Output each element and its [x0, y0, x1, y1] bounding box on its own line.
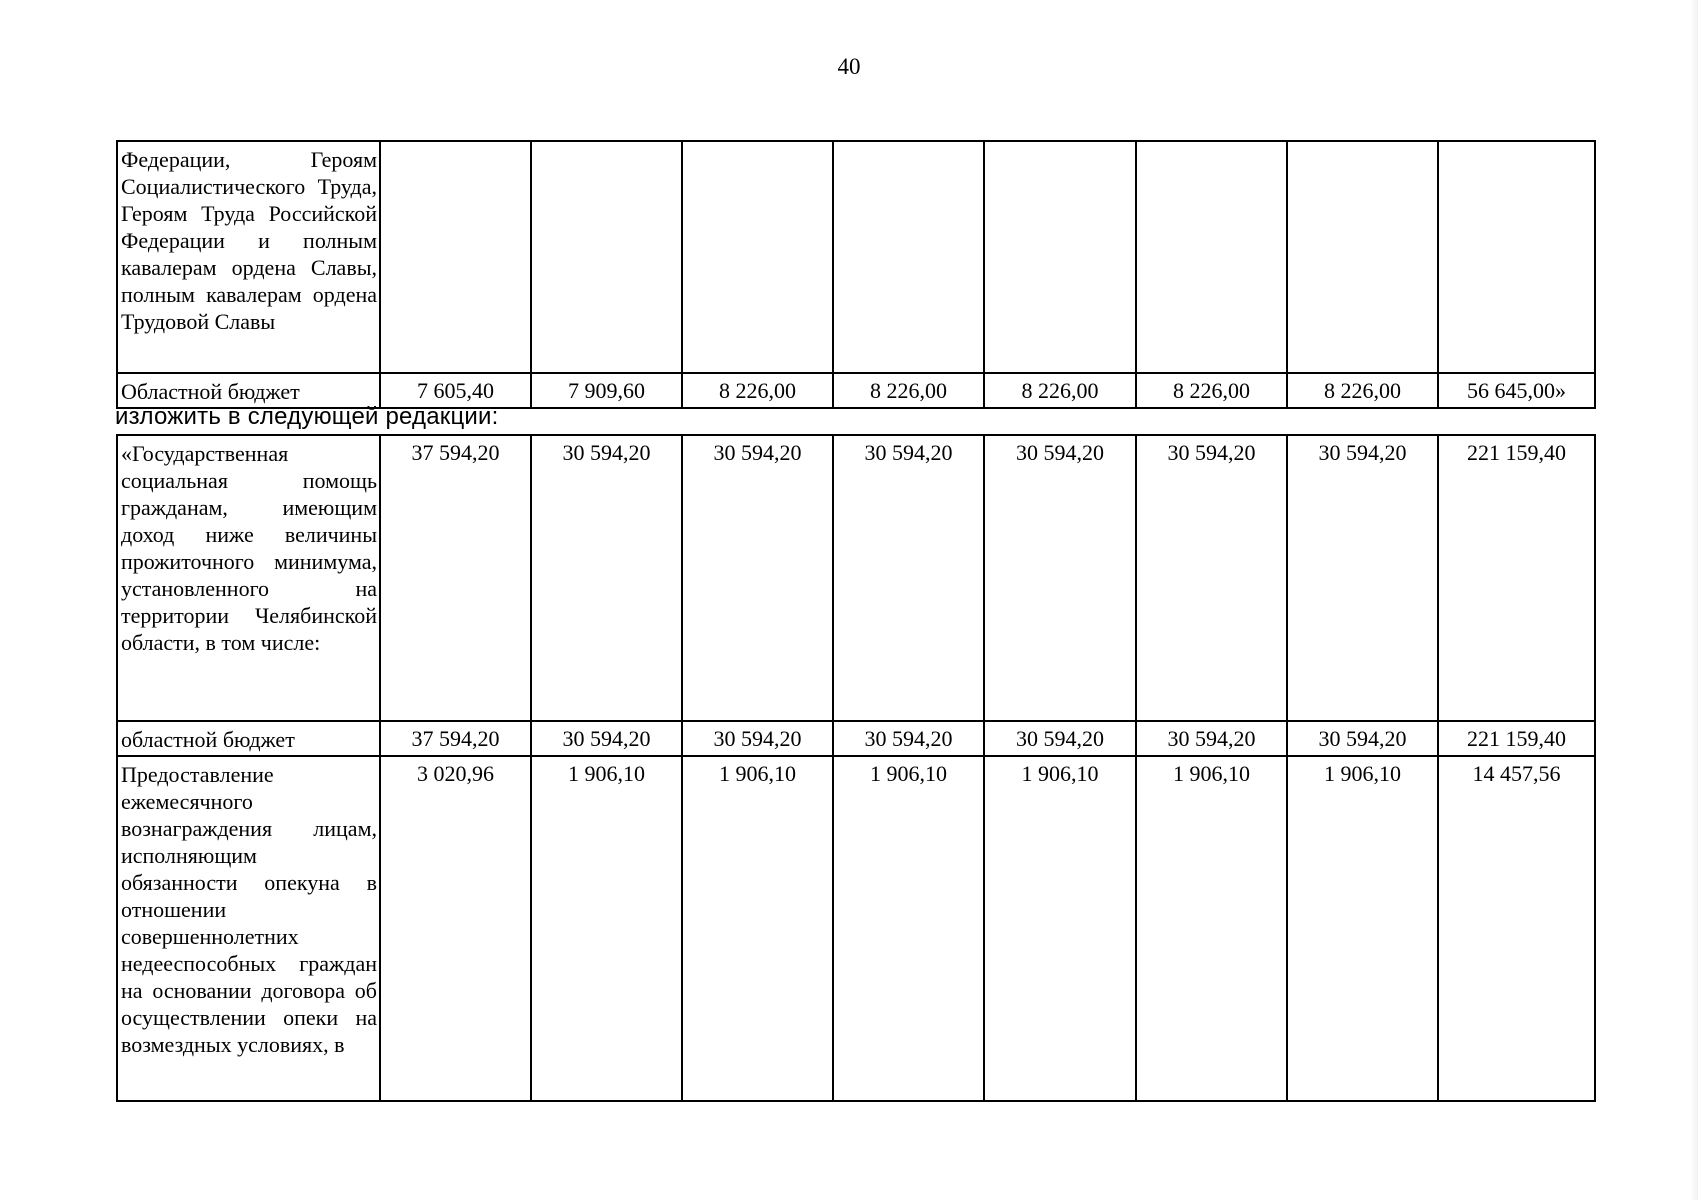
value-cell: 30 594,20 — [984, 721, 1136, 756]
value-cell: 56 645,00» — [1438, 373, 1595, 408]
page-number: 40 — [837, 54, 861, 79]
table-row — [117, 435, 1595, 721]
value-cell: 30 594,20 — [833, 435, 984, 721]
value-cell — [531, 141, 682, 373]
row-label: Областной бюджет — [117, 373, 380, 408]
value-cell: 1 906,10 — [1136, 756, 1287, 1101]
value-cell — [682, 141, 833, 373]
table-row — [117, 756, 1595, 1101]
value-cell: 1 906,10 — [833, 756, 984, 1101]
value-cell — [380, 141, 531, 373]
value-cell: 30 594,20 — [682, 435, 833, 721]
value-cell — [984, 141, 1136, 373]
value-cell — [1287, 141, 1438, 373]
top-table — [116, 140, 1596, 409]
value-cell: 1 906,10 — [984, 756, 1136, 1101]
value-cell: 1 906,10 — [531, 756, 682, 1101]
value-cell: 30 594,20 — [1287, 435, 1438, 721]
value-cell: 7 605,40 — [380, 373, 531, 408]
value-cell: 221 159,40 — [1438, 435, 1595, 721]
value-cell — [833, 141, 984, 373]
value-cell: 8 226,00 — [1287, 373, 1438, 408]
scan-edge — [1690, 0, 1698, 1200]
value-cell — [1438, 141, 1595, 373]
value-cell: 3 020,96 — [380, 756, 531, 1101]
row-label: областной бюджет — [117, 721, 380, 756]
value-cell: 7 909,60 — [531, 373, 682, 408]
bottom-table — [116, 434, 1596, 1102]
value-cell: 8 226,00 — [984, 373, 1136, 408]
value-cell: 8 226,00 — [833, 373, 984, 408]
value-cell: 30 594,20 — [531, 435, 682, 721]
value-cell: 221 159,40 — [1438, 721, 1595, 756]
value-cell: 30 594,20 — [984, 435, 1136, 721]
row-label: Предоставление ежемесячного вознаграждения лицам, исполняющим обязанности опекуна в отношении совершеннолетних недееспособных граждан на основании договора об осуществлении опеки на возмездных условиях, в — [117, 756, 380, 1101]
value-cell: 37 594,20 — [380, 721, 531, 756]
amendment-instruction: изложить в следующей редакции: — [115, 403, 499, 430]
value-cell: 37 594,20 — [380, 435, 531, 721]
value-cell: 14 457,56 — [1438, 756, 1595, 1101]
value-cell: 1 906,10 — [1287, 756, 1438, 1101]
value-cell: 30 594,20 — [1136, 435, 1287, 721]
value-cell: 30 594,20 — [1287, 721, 1438, 756]
value-cell: 8 226,00 — [1136, 373, 1287, 408]
table-row — [117, 141, 1595, 373]
row-label: Федерации, Героям Социалистического Труда, Героям Труда Российской Федерации и полным кавалерам ордена Славы, полным кавалерам ордена Трудовой Славы — [117, 141, 380, 373]
row-label: «Государственная социальная помощь гражданам, имеющим доход ниже величины прожиточного минимума, установленного на территории Челябинской области, в том числе: — [117, 435, 380, 721]
value-cell: 8 226,00 — [682, 373, 833, 408]
value-cell: 1 906,10 — [682, 756, 833, 1101]
table-row — [117, 721, 1595, 756]
value-cell: 30 594,20 — [531, 721, 682, 756]
value-cell — [1136, 141, 1287, 373]
value-cell: 30 594,20 — [682, 721, 833, 756]
value-cell: 30 594,20 — [1136, 721, 1287, 756]
value-cell: 30 594,20 — [833, 721, 984, 756]
